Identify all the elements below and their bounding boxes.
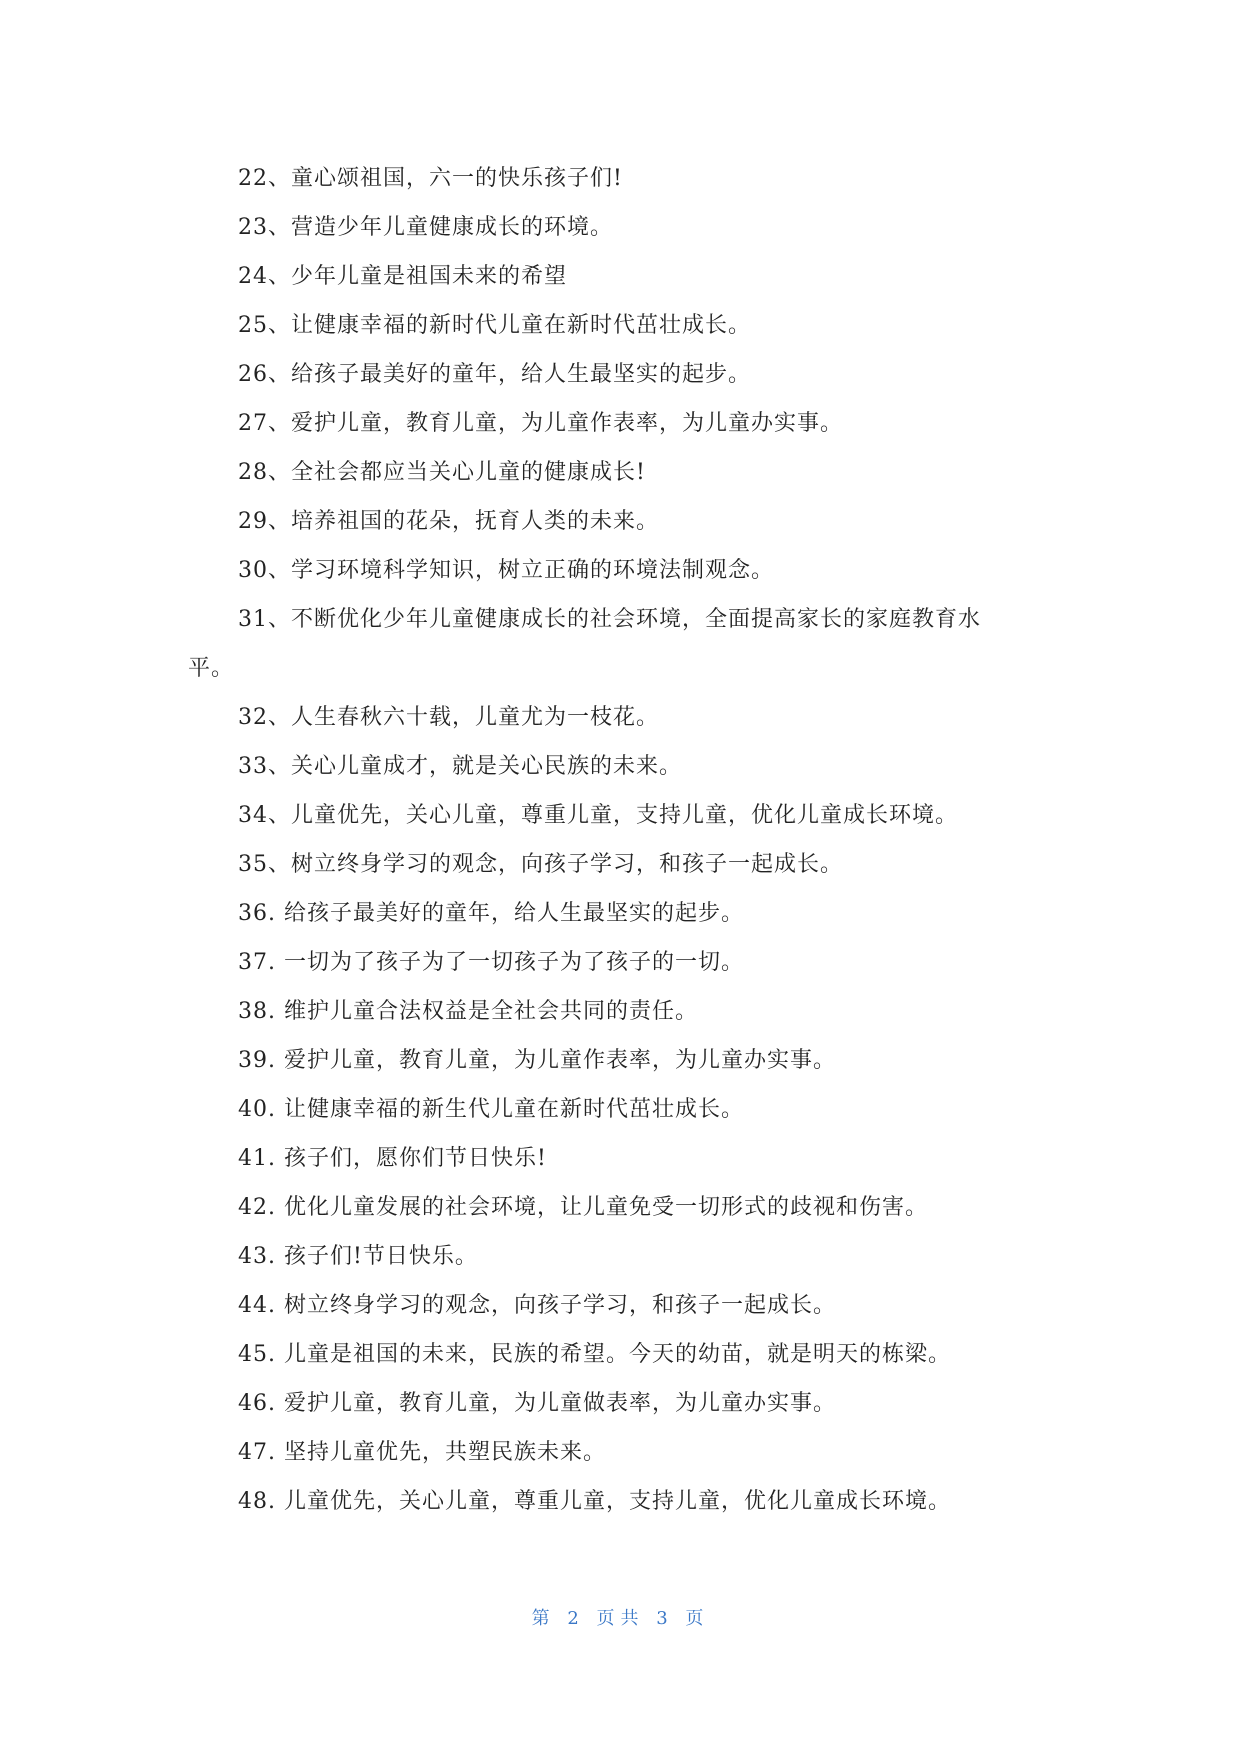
list-item: 29、培养祖国的花朵，抚育人类的未来。 [238, 509, 659, 534]
list-item-continuation: 平。 [188, 656, 235, 681]
list-item: 41. 孩子们，愿你们节日快乐! [238, 1146, 547, 1171]
list-item: 23、营造少年儿童健康成长的环境。 [238, 215, 613, 240]
list-item: 44. 树立终身学习的观念，向孩子学习，和孩子一起成长。 [238, 1293, 836, 1318]
list-item: 43. 孩子们!节日快乐。 [238, 1244, 478, 1269]
list-item: 47. 坚持儿童优先，共塑民族未来。 [238, 1440, 606, 1465]
list-item: 40. 让健康幸福的新生代儿童在新时代茁壮成长。 [238, 1097, 744, 1122]
list-item: 34、儿童优先，关心儿童，尊重儿童，支持儿童，优化儿童成长环境。 [238, 803, 958, 828]
list-item: 42. 优化儿童发展的社会环境，让儿童免受一切形式的歧视和伤害。 [238, 1195, 928, 1220]
list-item: 39. 爱护儿童，教育儿童，为儿童作表率，为儿童办实事。 [238, 1048, 836, 1073]
list-item: 37. 一切为了孩子为了一切孩子为了孩子的一切。 [238, 950, 744, 975]
list-item: 36. 给孩子最美好的童年，给人生最坚实的起步。 [238, 901, 744, 926]
list-item: 24、少年儿童是祖国未来的希望 [238, 264, 567, 289]
list-item: 48. 儿童优先，关心儿童，尊重儿童，支持儿童，优化儿童成长环境。 [238, 1489, 951, 1514]
list-item: 25、让健康幸福的新时代儿童在新时代茁壮成长。 [238, 313, 751, 338]
list-item: 45. 儿童是祖国的未来，民族的希望。今天的幼苗，就是明天的栋梁。 [238, 1342, 951, 1367]
list-item: 35、树立终身学习的观念，向孩子学习，和孩子一起成长。 [238, 852, 843, 877]
list-item: 27、爱护儿童，教育儿童，为儿童作表率，为儿童办实事。 [238, 411, 843, 436]
page-footer: 第 2 页共 3 页 [531, 1608, 710, 1629]
list-item: 32、人生春秋六十载，儿童尤为一枝花。 [238, 705, 659, 730]
list-item: 28、全社会都应当关心儿童的健康成长! [238, 460, 646, 485]
list-item: 38. 维护儿童合法权益是全社会共同的责任。 [238, 999, 698, 1024]
list-item: 33、关心儿童成才，就是关心民族的未来。 [238, 754, 682, 779]
list-item: 26、给孩子最美好的童年，给人生最坚实的起步。 [238, 362, 751, 387]
list-item: 31、不断优化少年儿童健康成长的社会环境，全面提高家长的家庭教育水 [238, 607, 981, 632]
list-item: 30、学习环境科学知识，树立正确的环境法制观念。 [238, 558, 774, 583]
slogan-list [0, 154, 1241, 1526]
list-item: 46. 爱护儿童，教育儿童，为儿童做表率，为儿童办实事。 [238, 1391, 836, 1416]
list-item: 22、童心颂祖国，六一的快乐孩子们! [238, 166, 623, 191]
